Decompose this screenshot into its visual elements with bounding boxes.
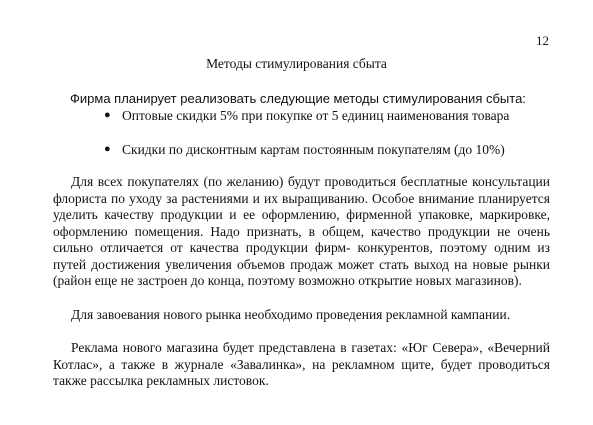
bullet-item-text: Скидки по дисконтным картам постоянным покупателям (до 10%) — [122, 142, 505, 157]
bullet-item-text: Оптовые скидки 5% при покупке от 5 единиц наименования товара — [122, 108, 510, 123]
bullet-dot-icon: ● — [104, 109, 111, 121]
paragraph-new-market: Для завоевания нового рынка необходимо проведения рекламной кампании. — [71, 307, 511, 322]
bullet-item-discount-cards — [90, 141, 520, 158]
bullet-dot-icon: ● — [104, 143, 111, 155]
bullet-item-wholesale-discount — [90, 107, 552, 124]
paragraph-advertising: Реклама нового магазина будет представлена в газетах: «Юг Севера», «Вечерний Котлас», а также в журнале «Завалинка», на рекламном щите, будет проводиться также рассылка рекламных листовок. — [53, 340, 550, 388]
page-title: Методы стимулирования сбыта — [206, 56, 387, 71]
page-number: 12 — [536, 33, 549, 48]
paragraph-consultations: Для всех покупателях (по желанию) будут проводиться бесплатные консультации флориста по уходу за растениями и их выращиванию. Особое внимание планируется уделить качеству продукции и ее оформлению, фирменной упаковке, маркировке, оформлению помещения. Надо признать, в общем, качество продукции не очень сильно отличается от качества продукции фирм- конкурентов, поэтому одним из путей достижения увеличения объемов продаж может стать выход на новые рынки (район еще не застроен до конца, поэтому возможно открытие новых магазинов). — [53, 174, 550, 288]
intro-text: Фирма планирует реализовать следующие методы стимулирования сбыта: — [70, 91, 526, 106]
